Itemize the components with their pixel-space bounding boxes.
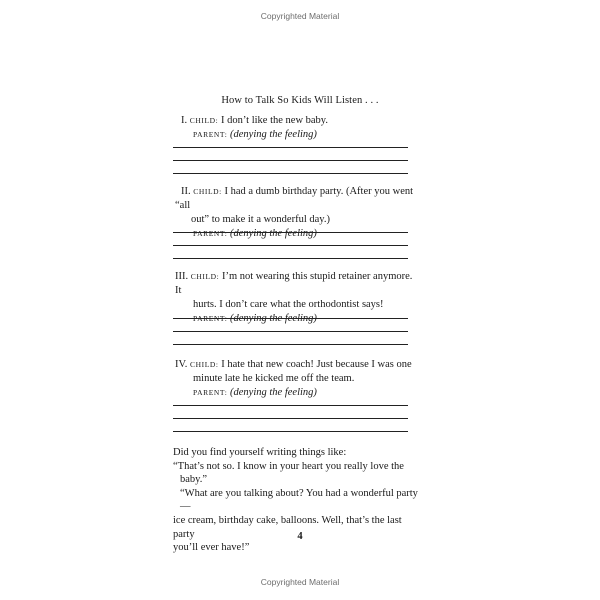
answer-line <box>173 331 408 332</box>
closing-intro: Did you find yourself writing things like: <box>173 447 347 458</box>
child-text: I don’t like the new baby. <box>220 115 328 126</box>
page-number: 4 <box>297 531 303 542</box>
answer-line <box>173 160 408 161</box>
parent-text: (denying the feeling) <box>230 129 317 140</box>
answer-line <box>173 431 408 432</box>
parent-label: PARENT: <box>193 388 228 397</box>
answer-line <box>173 232 408 233</box>
answer-line <box>173 173 408 174</box>
child-label: CHILD: <box>189 360 219 369</box>
child-text-continued: out” to make it a wonderful day.) <box>191 214 330 225</box>
child-text: I had a dumb birthday party. (After you went “all <box>175 186 414 211</box>
parent-text: (denying the feeling) <box>230 387 317 398</box>
page-header-title: How to Talk So Kids Will Listen . . . <box>221 95 379 106</box>
exercise-number: III. <box>175 271 189 282</box>
child-text: I hate that new coach! Just because I was one <box>221 359 412 370</box>
parent-label: PARENT: <box>193 314 228 323</box>
child-label: CHILD: <box>189 116 219 125</box>
parent-text: (denying the feeling) <box>230 228 317 239</box>
answer-line <box>173 405 408 406</box>
quote-2-line-3: you’ll ever have!” <box>173 542 250 554</box>
answer-line <box>173 318 408 319</box>
child-text: I’m not wearing this stupid retainer anymore. It <box>175 271 413 296</box>
child-label: CHILD: <box>193 187 222 196</box>
exercise-number: I. <box>181 115 188 126</box>
answer-line <box>173 147 408 148</box>
copyright-watermark-top: Copyrighted Material <box>260 11 340 21</box>
child-label: CHILD: <box>190 272 220 281</box>
quote-2-line-2: ice cream, birthday cake, balloons. Well, that’s the last party <box>173 514 402 540</box>
exercise-1 <box>175 114 415 142</box>
exercise-4 <box>175 358 415 400</box>
answer-line <box>173 258 408 259</box>
child-text-continued: hurts. I don’t care what the orthodontist says! <box>193 299 384 310</box>
answer-line <box>173 245 408 246</box>
parent-label: PARENT: <box>193 130 228 139</box>
quote-2-line-1: “What are you talking about? You had a wonderful party— <box>180 487 418 513</box>
parent-text: (denying the feeling) <box>230 313 317 324</box>
quote-1-line-1: “That’s not so. I know in your heart you really love the <box>173 460 404 472</box>
exercise-number: IV. <box>175 359 188 370</box>
answer-line <box>173 344 408 345</box>
child-text-continued: minute late he kicked me off the team. <box>193 373 355 384</box>
copyright-watermark-bottom: Copyrighted Material <box>260 577 340 587</box>
quote-1-line-2: baby.” <box>180 474 208 486</box>
answer-line <box>173 418 408 419</box>
parent-label: PARENT: <box>193 229 228 238</box>
exercise-number: II. <box>181 186 191 197</box>
